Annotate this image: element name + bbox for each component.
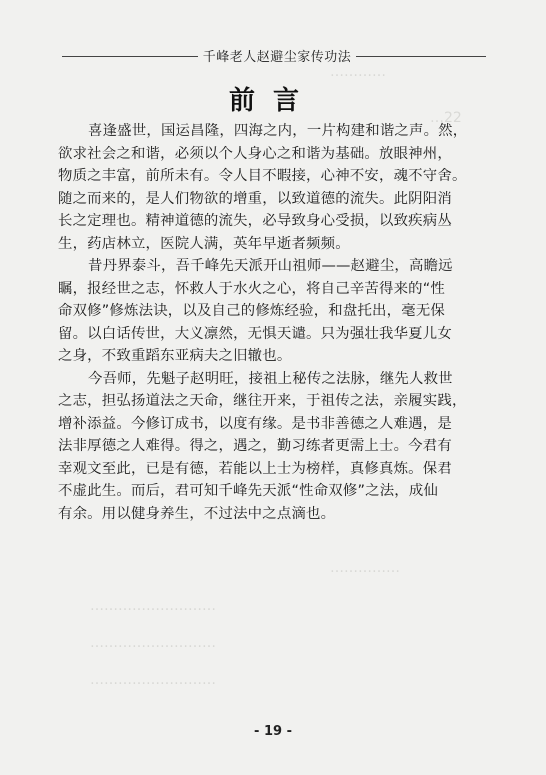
text-line: 随之而来的，是人们物欲的增重，以致道德的流失。此阴阳消 xyxy=(58,190,452,207)
text-line: 昔丹界泰斗，吾千峰先天派开山祖师——赵避尘，高瞻远 xyxy=(88,258,453,274)
text-line: 幸观文至此，已是有德，若能以上士为榜样，真修真炼。保君 xyxy=(58,460,452,477)
text-line: 欲求社会之和谐，必须以个人身心之和谐为基础。放眼神州， xyxy=(58,145,452,162)
running-header xyxy=(62,46,486,64)
text-line: 不虚此生。而后，君可知千峰先天派“性命双修”之法，成仙 xyxy=(58,483,439,499)
text-line: 喜逢盛世，国运昌隆，四海之内，一片构建和谐之声。然， xyxy=(88,123,468,139)
bleed-through: ……………………… xyxy=(90,635,216,651)
text-line: 今吾师，先魁子赵明旺，接祖上秘传之法脉，继先人救世 xyxy=(88,370,453,387)
bleed-through: ……………………… xyxy=(90,598,216,614)
header-rule-right xyxy=(356,56,486,57)
text-line: 留。以白话传世，大义凛然，无惧天谴。只为强壮我华夏儿女 xyxy=(58,325,452,342)
text-line: 生，药店林立，医院人满，英年早逝者频频。 xyxy=(58,235,350,252)
page-number: - 19 - xyxy=(254,724,292,739)
section-heading: 前言 xyxy=(228,86,317,116)
text-line: 之志，担弘扬道法之天命，继往开来，于祖传之法，亲履实践， xyxy=(58,393,467,409)
header-rule-left xyxy=(62,56,198,57)
bleed-through: …………… xyxy=(330,560,400,576)
text-line: 法非厚德之人难得。得之，遇之，勤习练者更需上士。今君有 xyxy=(58,438,452,454)
text-line: 有余。用以健身养生，不过法中之点滴也。 xyxy=(58,505,336,522)
text-line: 增补添益。今修订成书，以度有缘。是书非善德之人难遇，是 xyxy=(58,415,452,432)
bleed-through: ……………………… xyxy=(90,672,216,688)
bleed-through: ………… xyxy=(330,64,386,80)
text-line: 命双修”修炼法诀，以及自己的修炼经验，和盘托出，毫无保 xyxy=(58,303,446,319)
text-line: 长之定理也。精神道德的流失，必导致身心受损，以致疾病丛 xyxy=(58,213,452,229)
text-line: 瞩，报经世之志，怀救人于水火之心，将自己辛苦得来的“性 xyxy=(58,280,446,297)
text-line: 物质之丰富，前所未有。令人目不暇接，心神不安，魂不守舍。 xyxy=(58,168,467,184)
preface-body xyxy=(58,120,498,525)
running-header-title: 千峰老人赵避尘家传功法 xyxy=(202,50,352,65)
text-line: 之身，不致重蹈东亚病夫之旧辙也。 xyxy=(58,348,292,364)
bleed-through: …22 xyxy=(430,110,462,126)
